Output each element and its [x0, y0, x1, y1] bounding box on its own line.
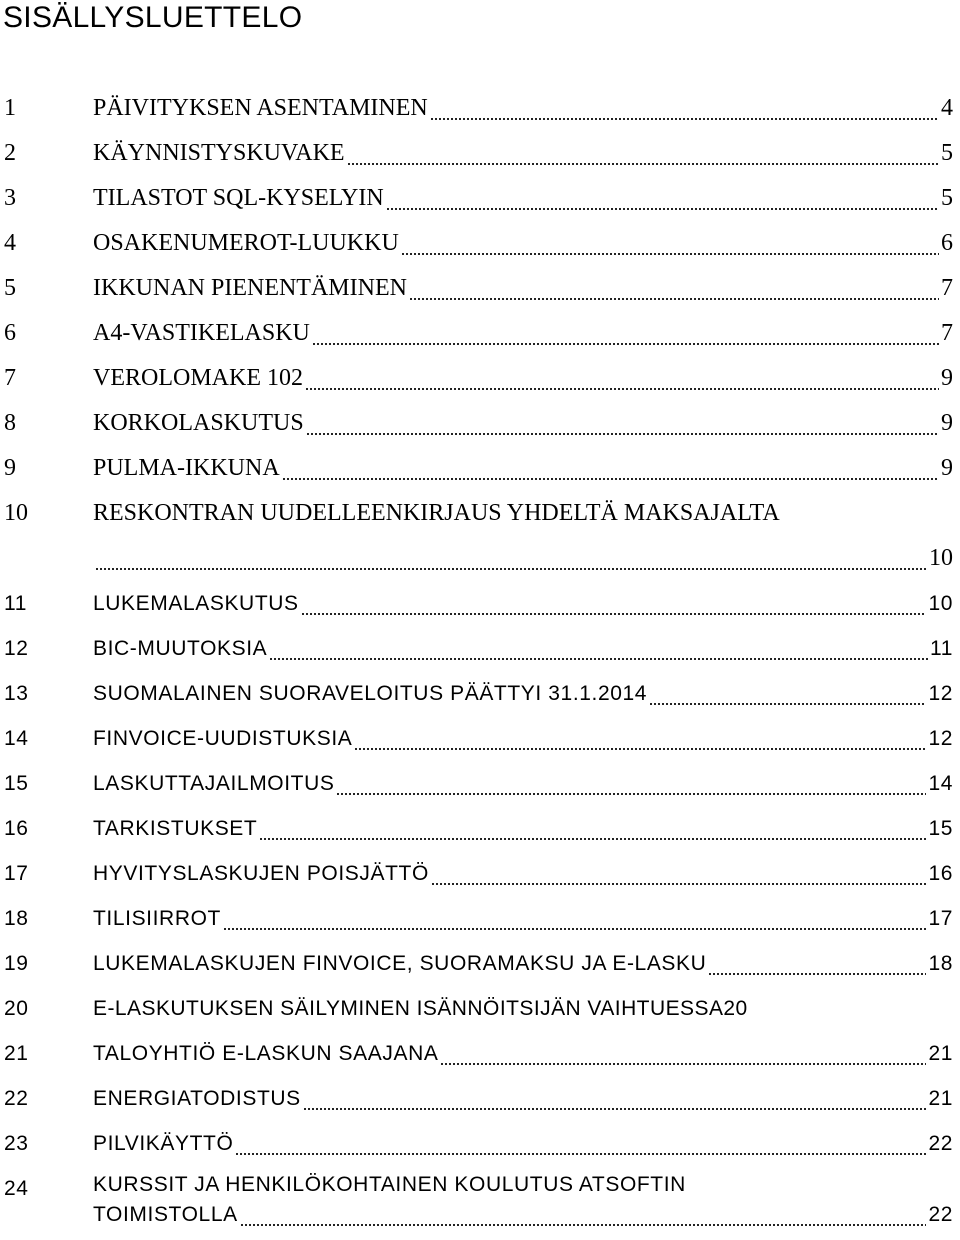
toc-entry-number: 20 [4, 997, 29, 1020]
toc-entry-number: 16 [4, 817, 29, 840]
toc-entry[interactable] [0, 1076, 960, 1121]
toc-entry-title: A4-VASTIKELASKU [93, 320, 310, 346]
toc-entry-title: LUKEMALASKUTUS [93, 591, 299, 615]
toc-entry[interactable] [0, 176, 960, 221]
toc-entry-title: TILISIIRROT [93, 906, 221, 930]
dot-leader [95, 568, 927, 570]
toc-entry[interactable] [0, 221, 960, 266]
dot-leader [235, 1153, 926, 1155]
toc-entry[interactable] [0, 716, 960, 761]
toc-entry-page: 9 [941, 455, 953, 481]
dot-leader [649, 703, 926, 705]
toc-entry-title: TARKISTUKSET [93, 816, 258, 840]
dot-leader [336, 793, 926, 795]
toc-entry-page: 12 [928, 681, 953, 705]
toc-entry[interactable] [0, 1031, 960, 1076]
toc-entry-page: 21 [928, 1041, 953, 1065]
toc-entry-title: KORKOLASKUTUS [93, 410, 304, 436]
toc-entry[interactable] [0, 941, 960, 986]
dot-leader [430, 118, 939, 120]
toc-entry[interactable] [0, 896, 960, 941]
dot-leader [440, 1063, 926, 1065]
toc-entry[interactable] [0, 446, 960, 491]
dot-leader [259, 838, 926, 840]
dot-leader [306, 433, 939, 435]
toc-entry-page: 17 [928, 906, 953, 930]
dot-leader [303, 1108, 927, 1110]
toc-entry-number: 5 [4, 275, 16, 301]
toc-entry[interactable] [0, 761, 960, 806]
toc-entry-number: 10 [4, 500, 28, 526]
toc-entry[interactable] [0, 581, 960, 626]
toc-entry-number: 4 [4, 230, 16, 256]
toc-entry-number: 11 [4, 592, 27, 615]
toc-entry-title: TALOYHTIÖ E-LASKUN SAAJANA [93, 1041, 439, 1065]
toc-entry[interactable] [0, 1166, 960, 1240]
toc-entry-title: ENERGIATODISTUS [93, 1086, 301, 1110]
toc-entry-title: KÄYNNISTYSKUVAKE [93, 140, 345, 166]
toc-entry-title: PILVIKÄYTTÖ [93, 1131, 234, 1155]
toc-entry-number: 18 [4, 907, 29, 930]
toc-entry-page: 5 [941, 140, 953, 166]
toc-entry-page: 11 [930, 636, 953, 660]
toc-entry-page: 16 [928, 861, 953, 885]
toc-entry-page: 9 [941, 410, 953, 436]
toc-entry-page: 4 [941, 95, 953, 121]
toc-entry-title: SUOMALAINEN SUORAVELOITUS PÄÄTTYI 31.1.2014 [93, 681, 648, 705]
toc-entry-page: 5 [941, 185, 953, 211]
toc-entry-number: 1 [4, 95, 16, 121]
toc-entry-page: 10 [928, 591, 953, 615]
toc-entry-page: 22 [928, 1202, 953, 1226]
toc-entry-page: 14 [928, 771, 953, 795]
toc-entry-title-continued: TOIMISTOLLA [93, 1202, 238, 1226]
dot-leader [305, 388, 939, 390]
dot-leader [401, 253, 939, 255]
dot-leader [409, 298, 939, 300]
toc-entry-title: HYVITYSLASKUJEN POISJÄTTÖ [93, 861, 429, 885]
toc-entry[interactable] [0, 986, 960, 1031]
toc-entry-number: 21 [4, 1042, 29, 1065]
dot-leader [282, 478, 939, 480]
toc-entry-page: 9 [941, 365, 953, 391]
toc-entry[interactable] [0, 851, 960, 896]
dot-leader [223, 928, 926, 930]
toc-entry-number: 2 [4, 140, 16, 166]
toc-entry-number: 9 [4, 455, 16, 481]
toc-entry-page: 18 [928, 951, 953, 975]
toc-entry[interactable] [0, 401, 960, 446]
toc-entry-number: 12 [4, 637, 29, 660]
dot-leader [386, 208, 939, 210]
toc-entry-title: IKKUNAN PIENENTÄMINEN [93, 275, 407, 301]
toc-entry[interactable] [0, 626, 960, 671]
toc-entry-number: 7 [4, 365, 16, 391]
toc-entry-number: 17 [4, 862, 29, 885]
toc-entry-page: 22 [928, 1131, 953, 1155]
toc-entry-page: 12 [928, 726, 953, 750]
dot-leader [347, 163, 939, 165]
dot-leader [431, 883, 927, 885]
dot-leader [354, 748, 926, 750]
toc-entry-number: 15 [4, 772, 29, 795]
toc-entry-title: KURSSIT JA HENKILÖKOHTAINEN KOULUTUS ATSOFTIN [93, 1173, 686, 1196]
dot-leader [708, 973, 926, 975]
toc-entry-title: PULMA-IKKUNA [93, 455, 280, 481]
toc-entry[interactable] [0, 266, 960, 311]
toc-entry[interactable] [0, 806, 960, 851]
toc-entry-number: 13 [4, 682, 29, 705]
toc-entry-page: 15 [928, 816, 953, 840]
toc-entry-page: 21 [928, 1086, 953, 1110]
toc-entry-page: 6 [941, 230, 953, 256]
toc-entry-title: E-LASKUTUKSEN SÄILYMINEN ISÄNNÖITSIJÄN VAIHTUESSA [93, 996, 724, 1020]
dot-leader [301, 613, 927, 615]
toc-entry-page: 20 [723, 996, 748, 1020]
toc-entry-title: OSAKENUMEROT-LUUKKU [93, 230, 399, 256]
toc-entry-title: LASKUTTAJAILMOITUS [93, 771, 335, 795]
toc-entry-number: 8 [4, 410, 16, 436]
toc-entry-number: 22 [4, 1087, 29, 1110]
toc-entry-title: TILASTOT SQL-KYSELYIN [93, 185, 384, 211]
toc-entry-number: 24 [4, 1177, 29, 1200]
toc-entry-number: 14 [4, 727, 29, 750]
toc-entry-number: 19 [4, 952, 29, 975]
toc-entry-title: BIC-MUUTOKSIA [93, 636, 268, 660]
toc-entry-number: 6 [4, 320, 16, 346]
dot-leader [240, 1224, 927, 1226]
toc-entry[interactable] [0, 311, 960, 356]
toc-entry-page: 7 [941, 275, 953, 301]
dot-leader [269, 658, 928, 660]
table-of-contents [0, 86, 960, 1240]
page-title: SISÄLLYSLUETTELO [3, 1, 303, 34]
toc-entry-title: FINVOICE-UUDISTUKSIA [93, 726, 353, 750]
toc-entry-page: 10 [929, 545, 953, 571]
toc-entry[interactable] [0, 671, 960, 716]
toc-entry[interactable] [0, 86, 960, 131]
toc-entry-title: PÄIVITYKSEN ASENTAMINEN [93, 95, 428, 121]
toc-entry-number: 23 [4, 1132, 29, 1155]
toc-entry[interactable] [0, 491, 960, 581]
toc-entry-number: 3 [4, 185, 16, 211]
toc-entry-title: RESKONTRAN UUDELLEENKIRJAUS YHDELTÄ MAKSAJALTA [93, 500, 780, 526]
toc-entry[interactable] [0, 356, 960, 401]
dot-leader [312, 343, 939, 345]
toc-entry-title: LUKEMALASKUJEN FINVOICE, SUORAMAKSU JA E-LASKU [93, 951, 707, 975]
toc-entry-title: VEROLOMAKE 102 [93, 365, 303, 391]
toc-entry[interactable] [0, 1121, 960, 1166]
toc-entry[interactable] [0, 131, 960, 176]
toc-entry-page: 7 [941, 320, 953, 346]
